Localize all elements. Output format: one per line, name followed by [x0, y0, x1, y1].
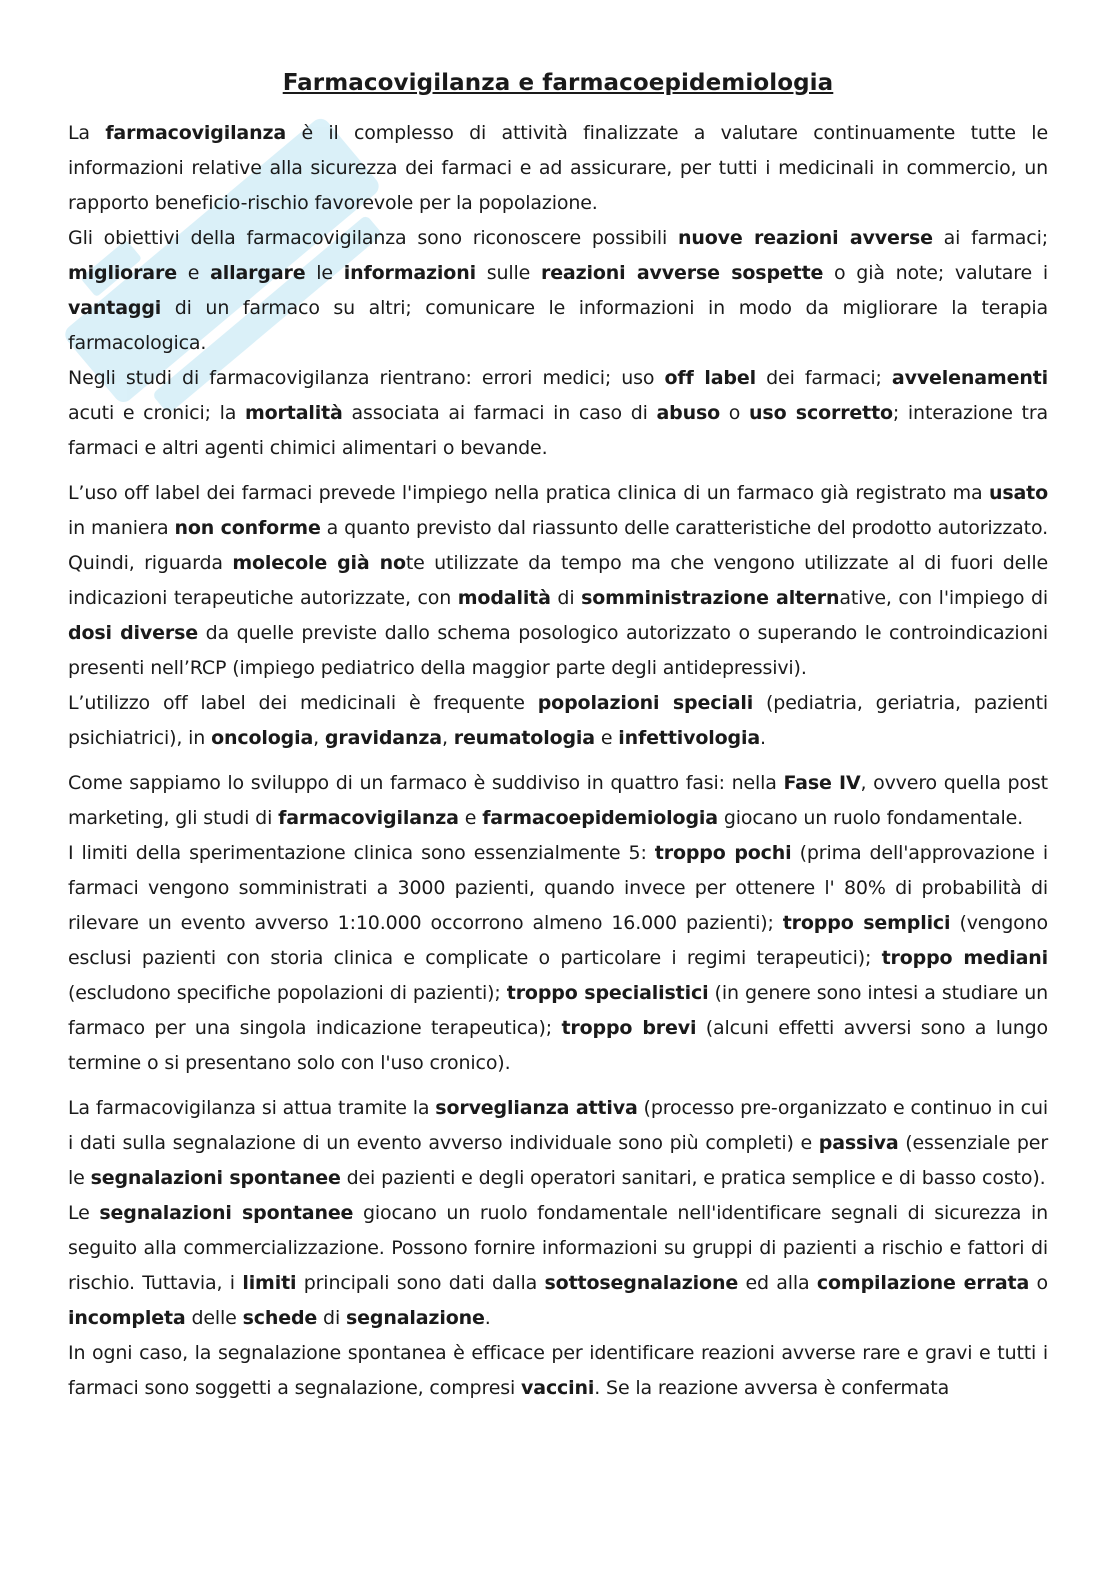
text-run: associata ai farmaci in caso di — [342, 402, 657, 424]
bold-term: infettivologia — [618, 727, 761, 749]
text-run: sulle — [475, 262, 541, 284]
document-body — [68, 116, 1048, 1406]
text-run: di — [317, 1307, 346, 1329]
bold-term: farmacovigilanza — [278, 807, 459, 829]
bold-term: incompleta — [68, 1307, 186, 1329]
text-run: Le — [68, 1202, 100, 1224]
text-run: , ovvero quella post marketing, gli studi di — [68, 772, 1048, 829]
bold-term: vantaggi — [68, 297, 162, 319]
text-run: (vengono esclusi pazienti con storia clinica e complicate o particolare i regimi terapeutici); — [68, 912, 1048, 969]
text-run: ed alla — [738, 1272, 817, 1294]
bold-term: compilazione errata — [816, 1272, 1030, 1294]
text-run: di — [550, 587, 582, 609]
text-run: . — [484, 1307, 491, 1329]
bold-term: non conforme — [174, 517, 321, 539]
document-title: Farmacovigilanza e farmacoepidemiologia — [282, 70, 834, 96]
text-run: In ogni caso, la segnalazione spontanea è efficace per identificare reazioni avverse rare e gravi e tutti i farmaci sono soggetti a segnalazione, compresi — [68, 1342, 1048, 1399]
bold-term: reazioni avverse sospette — [540, 262, 824, 284]
text-run: principali sono dati dalla — [296, 1272, 545, 1294]
text-run: giocano un ruolo fondamentale. — [717, 807, 1024, 829]
bold-term: segnalazione — [346, 1307, 485, 1329]
bold-term: troppo pochi — [654, 842, 792, 864]
text-run: L’uso off label dei farmaci prevede l'impiego nella pratica clinica di un farmaco già registrato ma — [68, 482, 989, 504]
paragraph — [68, 1336, 1048, 1406]
text-run: acuti e cronici; la — [68, 402, 245, 424]
bold-term: dosi diverse — [68, 622, 198, 644]
text-run: e — [176, 262, 211, 284]
text-run: è il complesso di attività finalizzate a valutare continuamente tutte le informazioni relative alla sicurezza dei farmaci e ad assicurare, per tutti i medicinali in commercio, un rapporto beneficio-rischio favorevole per la popolazione. — [68, 122, 1048, 214]
paragraph — [68, 686, 1048, 756]
text-run: (processo pre-organizzato e continuo in cui i dati sulla segnalazione di un evento avverso individuale sono più completi) e — [68, 1097, 1048, 1154]
text-run: giocano un ruolo fondamentale nell'identificare segnali di sicurezza in seguito alla commercializzazione. Possono fornire informazioni su gruppi di pazienti a rischio e fattori di rischio. Tuttavia, i — [68, 1202, 1049, 1294]
bold-term: sorveglianza attiva — [435, 1097, 638, 1119]
bold-term: troppo mediani — [881, 947, 1048, 969]
bold-term: segnalazioni spontanee — [90, 1167, 341, 1189]
text-run: te utilizzate da tempo ma che vengono utilizzate al di fuori delle indicazioni terapeutiche autorizzate, con — [68, 552, 1048, 609]
text-run: Come sappiamo lo sviluppo di un farmaco è suddiviso in quattro fasi: nella — [68, 772, 784, 794]
text-run: . Se la reazione avversa è confermata — [594, 1377, 950, 1399]
bold-term: limiti — [242, 1272, 297, 1294]
text-run: Gli obiettivi della farmacovigilanza sono riconoscere possibili — [68, 227, 678, 249]
paragraph — [68, 221, 1048, 361]
paragraph — [68, 1091, 1048, 1196]
text-run: dei farmaci; — [755, 367, 892, 389]
bold-term: modalità — [457, 587, 551, 609]
text-run: (alcuni effetti avversi sono a lungo termine o si presentano solo con l'uso cronico). — [68, 1017, 1048, 1074]
bold-term: allargare — [210, 262, 306, 284]
bold-term: sottosegnalazione — [544, 1272, 739, 1294]
bold-term: segnalazioni spontanee — [99, 1202, 354, 1224]
bold-term: popolazioni speciali — [537, 692, 754, 714]
text-run: le — [305, 262, 344, 284]
bold-term: troppo specialistici — [506, 982, 709, 1004]
bold-term: usato — [988, 482, 1048, 504]
text-run: L’utilizzo off label dei medicinali è frequente — [68, 692, 538, 714]
bold-term: gravidanza — [324, 727, 442, 749]
text-run: , — [313, 727, 325, 749]
text-run: (in genere sono intesi a studiare un farmaco per una singola indicazione terapeutica); — [68, 982, 1048, 1039]
text-run: (pediatria, geriatria, pazienti psichiatrici), in — [68, 692, 1049, 749]
paragraph — [68, 116, 1048, 221]
text-run: (escludono specifiche popolazioni di pazienti); — [68, 982, 507, 1004]
text-run: ; interazione tra farmaci e altri agenti chimici alimentari o bevande. — [68, 402, 1049, 459]
text-run: I limiti della sperimentazione clinica sono essenzialmente 5: — [68, 842, 655, 864]
text-run: La — [68, 122, 106, 144]
text-run: e — [458, 807, 483, 829]
bold-term: Fase IV — [783, 772, 861, 794]
text-run: o — [1029, 1272, 1048, 1294]
text-run: o già note; valutare i — [823, 262, 1048, 284]
bold-term: avvelenamenti — [891, 367, 1048, 389]
paragraph — [68, 361, 1048, 466]
text-run: in maniera — [68, 517, 175, 539]
paragraph — [68, 766, 1048, 836]
bold-term: abuso — [656, 402, 721, 424]
text-run: (essenziale per le — [68, 1132, 1048, 1189]
bold-term: reumatologia — [453, 727, 595, 749]
bold-term: farmacovigilanza — [105, 122, 287, 144]
text-run: delle — [185, 1307, 243, 1329]
bold-term: schede — [242, 1307, 318, 1329]
text-run: La farmacovigilanza si attua tramite la — [68, 1097, 436, 1119]
bold-term: molecole già no — [232, 552, 406, 574]
text-run: ative, con l'impiego di — [839, 587, 1049, 609]
text-run: Negli studi di farmacovigilanza rientrano: errori medici; uso — [68, 367, 665, 389]
bold-term: vaccini — [521, 1377, 595, 1399]
bold-term: passiva — [818, 1132, 899, 1154]
bold-term: off label — [664, 367, 756, 389]
text-run: dei pazienti e degli operatori sanitari, e pratica semplice e di basso costo). — [340, 1167, 1046, 1189]
bold-term: informazioni — [343, 262, 476, 284]
bold-term: somministrazione altern — [581, 587, 840, 609]
bold-term: troppo brevi — [561, 1017, 697, 1039]
paragraph — [68, 476, 1048, 686]
text-run: (prima dell'approvazione i farmaci vengono somministrati a 3000 pazienti, quando invece per ottenere l' 80% di probabilità di rilevare un evento avverso 1:10.000 occorrono almeno 16.000 pazienti); — [68, 842, 1048, 934]
bold-term: mortalità — [245, 402, 343, 424]
bold-term: farmacoepidemiologia — [482, 807, 718, 829]
text-run: da quelle previste dallo schema posologico autorizzato o superando le controindicazioni presenti nell’RCP (impiego pediatrico della maggior parte degli antidepressivi). — [68, 622, 1048, 679]
bold-term: oncologia — [211, 727, 314, 749]
text-run: a quanto previsto dal riassunto delle caratteristiche del prodotto autorizzato. Quindi, riguarda — [68, 517, 1049, 574]
text-run: ai farmaci; — [932, 227, 1048, 249]
bold-term: troppo semplici — [782, 912, 951, 934]
text-run: di un farmaco su altri; comunicare le informazioni in modo da migliorare la terapia farmacologica. — [68, 297, 1048, 354]
bold-term: uso scorretto — [749, 402, 893, 424]
paragraph — [68, 836, 1048, 1081]
bold-term: nuove reazioni avverse — [677, 227, 933, 249]
text-run: o — [720, 402, 750, 424]
paragraph — [68, 1196, 1048, 1336]
text-run: . — [760, 727, 766, 749]
text-run: e — [594, 727, 619, 749]
text-run: , — [441, 727, 454, 749]
bold-term: migliorare — [68, 262, 177, 284]
